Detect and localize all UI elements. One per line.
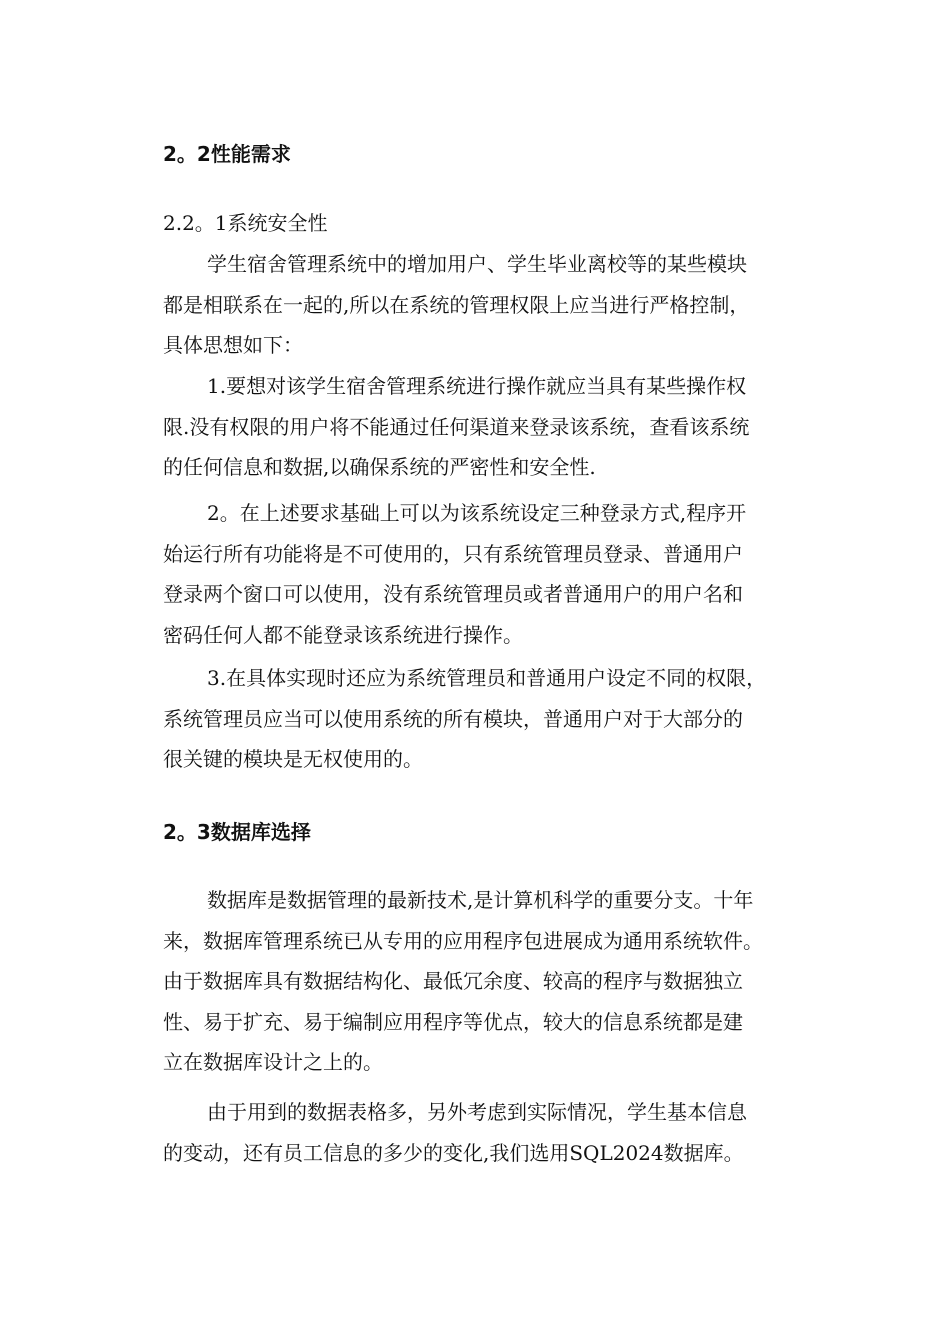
paragraph-line: 3.在具体实现时还应为系统管理员和普通用户设定不同的权限， bbox=[207, 666, 767, 690]
paragraph-line: 1.要想对该学生宿舍管理系统进行操作就应当具有某些操作权 bbox=[207, 374, 747, 398]
paragraph-line: 由于数据库具有数据结构化、最低冗余度、较高的程序与数据独立 bbox=[163, 969, 743, 993]
paragraph-line: 密码任何人都不能登录该系统进行操作。 bbox=[163, 622, 523, 647]
paragraph-line: 都是相联系在一起的,所以在系统的管理权限上应当进行严格控制， bbox=[163, 292, 750, 317]
requirement-item-3 bbox=[163, 658, 803, 780]
paragraph-line: 立在数据库设计之上的。 bbox=[163, 1050, 383, 1074]
paragraph-line: 2。在上述要求基础上可以为该系统设定三种登录方式,程序开 bbox=[207, 501, 747, 525]
paragraph-line: 系统管理员应当可以使用系统的所有模块，普通用户对于大部分的 bbox=[163, 706, 743, 731]
section-heading-2-2: 2。2性能需求 bbox=[163, 142, 291, 166]
intro-paragraph bbox=[163, 244, 803, 366]
section-heading-2-3: 2。3数据库选择 bbox=[163, 820, 311, 844]
paragraph-line: 具体思想如下： bbox=[163, 333, 303, 357]
requirement-item-1 bbox=[163, 366, 803, 488]
requirement-item-2 bbox=[163, 493, 803, 655]
paragraph-line: 的任何信息和数据,以确保系统的严密性和安全性. bbox=[163, 455, 596, 479]
subsection-heading-2-2-1: 2.2。1系统安全性 bbox=[163, 211, 328, 235]
paragraph-line: 由于用到的数据表格多，另外考虑到实际情况，学生基本信息 bbox=[207, 1100, 747, 1124]
paragraph-line: 来，数据库管理系统已从专用的应用程序包进展成为通用系统软件。 bbox=[163, 928, 763, 953]
paragraph-line: 始运行所有功能将是不可使用的，只有系统管理员登录、普通用户 bbox=[163, 541, 743, 566]
paragraph-line: 很关键的模块是无权使用的。 bbox=[163, 747, 423, 771]
paragraph-line: 限.没有权限的用户将不能通过任何渠道来登录该系统，查看该系统 bbox=[163, 414, 750, 439]
paragraph-line: 性、易于扩充、易于编制应用程序等优点，较大的信息系统都是建 bbox=[163, 1009, 743, 1034]
paragraph-line: 数据库是数据管理的最新技术,是计算机科学的重要分支。十年 bbox=[207, 888, 754, 912]
paragraph-line: 登录两个窗口可以使用，没有系统管理员或者普通用户的用户名和 bbox=[163, 582, 743, 606]
database-paragraph-2 bbox=[163, 1092, 803, 1173]
paragraph-line: 的变动，还有员工信息的多少的变化,我们选用SQL2024数据库。 bbox=[163, 1140, 744, 1165]
database-paragraph-1 bbox=[163, 880, 803, 1083]
paragraph-line: 学生宿舍管理系统中的增加用户、学生毕业离校等的某些模块 bbox=[207, 252, 747, 276]
